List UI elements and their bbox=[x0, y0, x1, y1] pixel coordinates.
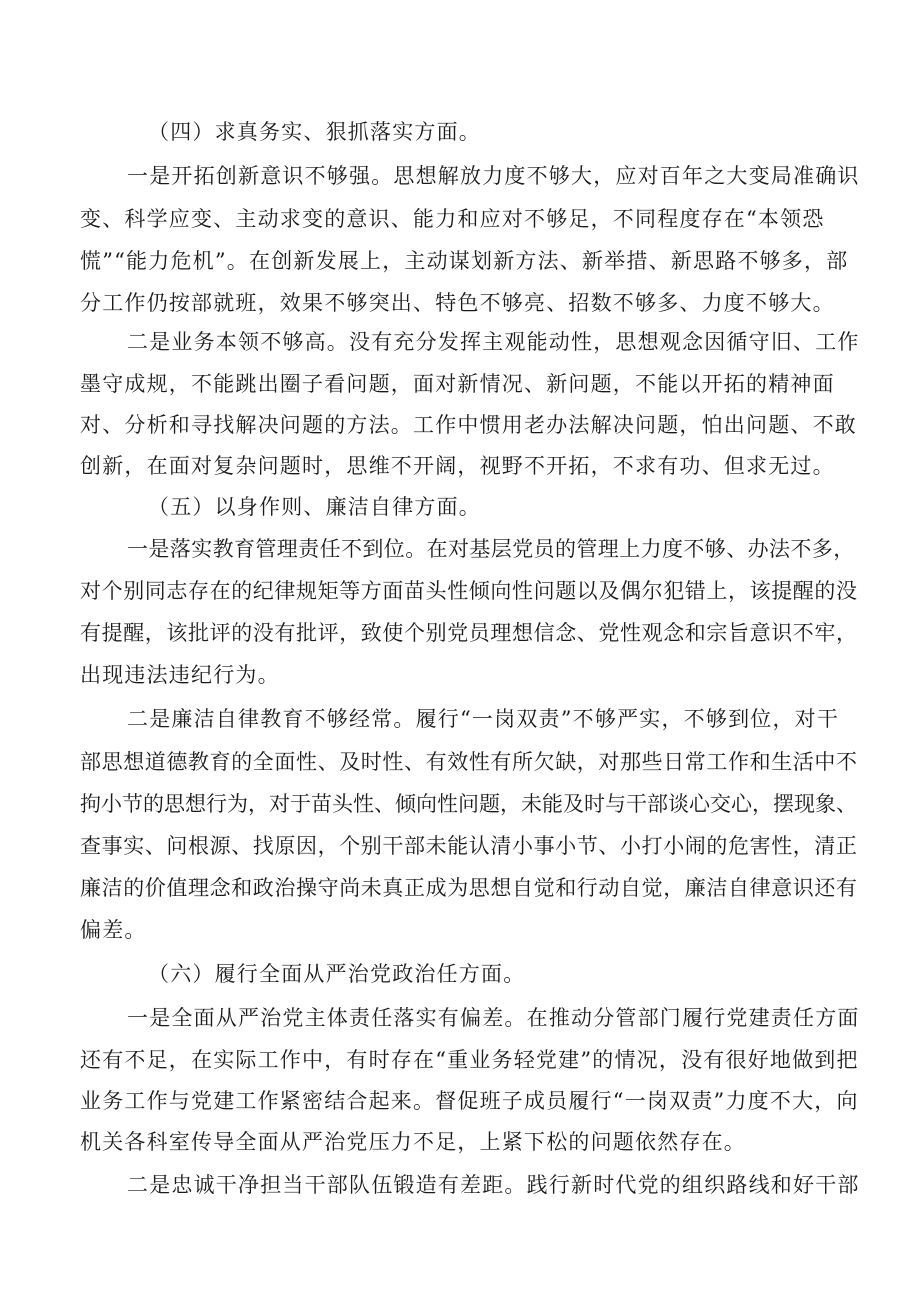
section-heading-5: （五）以身作则、廉洁自律方面。 bbox=[148, 495, 481, 519]
section-heading-6: （六）履行全面从严治党政治任方面。 bbox=[148, 962, 526, 986]
paragraph-line: 一是落实教育管理责任不到位。在对基层党员的管理上力度不够、办法不多， bbox=[127, 537, 855, 561]
paragraph-line: 二是业务本领不够高。没有充分发挥主观能动性，思想观念因循守旧、工作 bbox=[127, 330, 860, 354]
paragraph-line: 一是开拓创新意识不够强。思想解放力度不够大，应对百年之大变局准确识 bbox=[127, 164, 860, 188]
paragraph-line: 慌”“能力危机”。在创新发展上，主动谋划新方法、新举措、新思路不够多，部 bbox=[80, 249, 849, 273]
paragraph-line: 墨守成规，不能跳出圈子看问题，面对新情况、新问题，不能以开拓的精神面 bbox=[80, 372, 835, 396]
section-heading-4: （四）求真务实、狠抓落实方面。 bbox=[148, 120, 481, 144]
paragraph-line: 出现违法违纪行为。 bbox=[80, 663, 280, 687]
paragraph-line: 二是忠诚干净担当干部队伍锻造有差距。践行新时代党的组织路线和好干部 bbox=[127, 1173, 860, 1197]
paragraph-line: 机关各科室传导全面从严治党压力不足，上紧下松的问题依然存在。 bbox=[80, 1130, 746, 1154]
paragraph-line: 创新，在面对复杂问题时，思维不开阔，视野不开拓，不求有功、但求无过。 bbox=[80, 454, 835, 478]
paragraph-line: 查事实、问根源、找原因，个别干部未能认清小事小节、小打小闹的危害性，清正 bbox=[80, 834, 858, 858]
paragraph-line: 对个别同志存在的纪律规矩等方面苗头性倾向性问题以及偶尔犯错上，该提醒的没 bbox=[80, 579, 858, 603]
paragraph-line: 分工作仍按部就班，效果不够突出、特色不够亮、招数不够多、力度不够大。 bbox=[80, 291, 835, 315]
paragraph-line: 拘小节的思想行为，对于苗头性、倾向性问题，未能及时与干部谈心交心，摆现象、 bbox=[80, 792, 857, 816]
paragraph-line: 还有不足，在实际工作中，有时存在“重业务轻党建”的情况，没有很好地做到把 bbox=[80, 1048, 859, 1072]
paragraph-line: 对、分析和寻找解决问题的方法。工作中惯用老办法解决问题，怕出问题、不敢 bbox=[80, 413, 857, 437]
paragraph-line: 一是全面从严治党主体责任落实有偏差。在推动分管部门履行党建责任方面 bbox=[127, 1006, 860, 1030]
paragraph-line: 变、科学应变、主动求变的意识、能力和应对不够足，不同程度存在“本领恐 bbox=[80, 207, 825, 231]
paragraph-line: 业务工作与党建工作紧密结合起来。督促班子成员履行“一岗双责”力度不大，向 bbox=[80, 1089, 859, 1113]
paragraph-line: 偏差。 bbox=[80, 918, 147, 942]
paragraph-line: 有提醒，该批评的没有批评，致使个别党员理想信念、党性观念和宗旨意识不牢， bbox=[80, 621, 858, 645]
paragraph-line: 廉洁的价值理念和政治操守尚未真正成为思想自觉和行动自觉，廉洁自律意识还有 bbox=[80, 876, 858, 900]
paragraph-line: 二是廉洁自律教育不够经常。履行“一岗双责”不够严实，不够到位，对干 bbox=[127, 707, 840, 731]
paragraph-line: 部思想道德教育的全面性、及时性、有效性有所欠缺，对那些日常工作和生活中不 bbox=[80, 750, 858, 774]
